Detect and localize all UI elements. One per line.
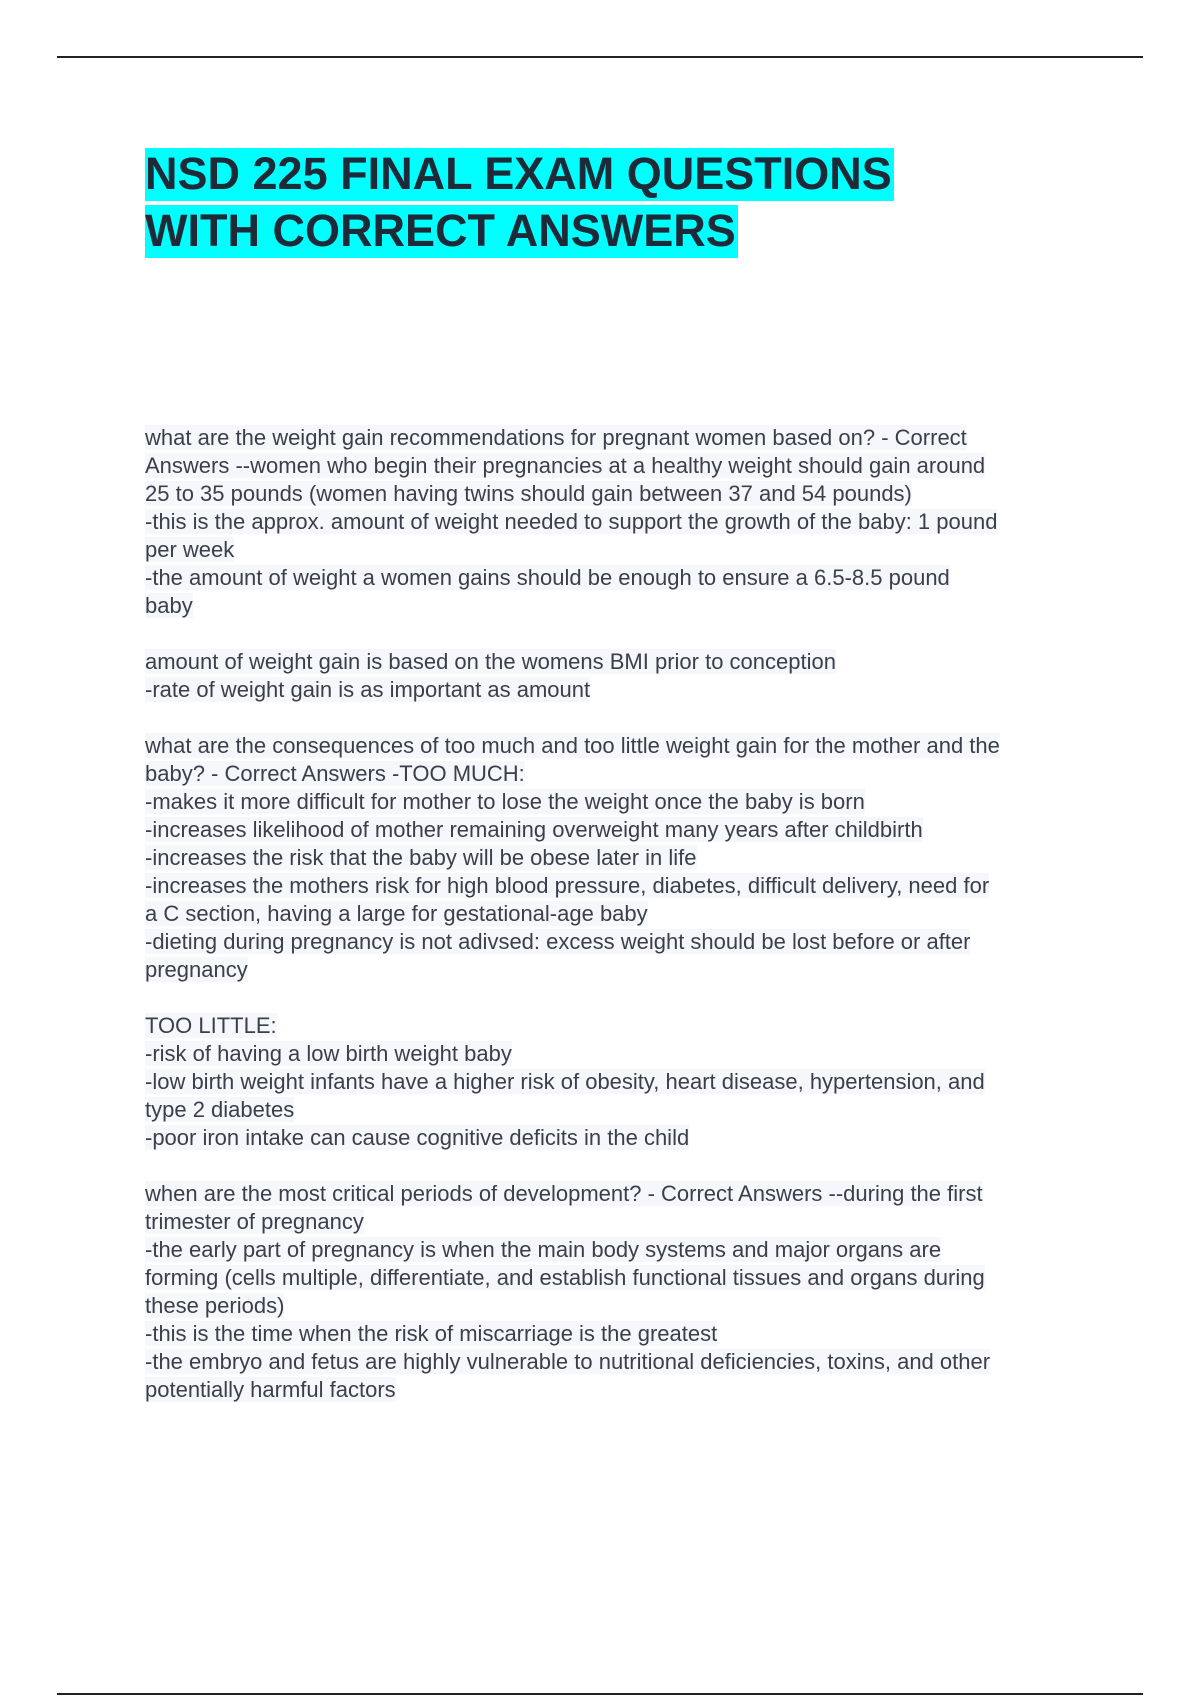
- text-line: when are the most critical periods of development? - Correct Answers --during the first: [145, 1181, 983, 1206]
- text-line: -increases likelihood of mother remaining overweight many years after childbirth: [145, 817, 923, 842]
- text-line: a C section, having a large for gestational-age baby: [145, 901, 648, 926]
- bottom-rule: [57, 1693, 1143, 1695]
- text-line: potentially harmful factors: [145, 1377, 396, 1402]
- title-line-1: NSD 225 FINAL EXAM QUESTIONS: [145, 148, 892, 199]
- text-line: -the embryo and fetus are highly vulnerable to nutritional deficiencies, toxins, and other: [145, 1349, 991, 1374]
- document-title: [145, 145, 1045, 259]
- text-line: -rate of weight gain is as important as amount: [145, 677, 591, 702]
- paragraph-critical-periods: [145, 1180, 1095, 1404]
- text-line: pregnancy: [145, 957, 248, 982]
- text-line: trimester of pregnancy: [145, 1209, 364, 1234]
- text-line: -low birth weight infants have a higher risk of obesity, heart disease, hypertension, and: [145, 1069, 985, 1094]
- text-line: what are the weight gain recommendations for pregnant women based on? - Correct: [145, 425, 967, 450]
- paragraph-too-little: [145, 1012, 1095, 1152]
- text-line: baby? - Correct Answers -TOO MUCH:: [145, 761, 525, 786]
- text-line: -makes it more difficult for mother to lose the weight once the baby is born: [145, 789, 865, 814]
- text-line: -this is the time when the risk of miscarriage is the greatest: [145, 1321, 718, 1346]
- text-line: what are the consequences of too much and too little weight gain for the mother and the: [145, 733, 1000, 758]
- text-line: 25 to 35 pounds (women having twins should gain between 37 and 54 pounds): [145, 481, 912, 506]
- text-line: -dieting during pregnancy is not adivsed: excess weight should be lost before or after: [145, 929, 971, 954]
- text-line: type 2 diabetes: [145, 1097, 295, 1122]
- text-line: -risk of having a low birth weight baby: [145, 1041, 512, 1066]
- paragraph-consequences-too-much: [145, 732, 1095, 984]
- text-line: -this is the approx. amount of weight needed to support the growth of the baby: 1 pound: [145, 509, 998, 534]
- text-line: -poor iron intake can cause cognitive deficits in the child: [145, 1125, 690, 1150]
- text-line: amount of weight gain is based on the womens BMI prior to conception: [145, 649, 836, 674]
- text-line: baby: [145, 593, 193, 618]
- text-line: -the amount of weight a women gains should be enough to ensure a 6.5-8.5 pound: [145, 565, 950, 590]
- title-line-2: WITH CORRECT ANSWERS: [145, 205, 736, 256]
- document-body: [145, 424, 1095, 1432]
- paragraph-bmi-note: [145, 648, 1095, 704]
- text-line: Answers --women who begin their pregnancies at a healthy weight should gain around: [145, 453, 986, 478]
- text-line: -the early part of pregnancy is when the main body systems and major organs are: [145, 1237, 942, 1262]
- text-line: -increases the mothers risk for high blood pressure, diabetes, difficult delivery, need for: [145, 873, 990, 898]
- text-line: forming (cells multiple, differentiate, and establish functional tissues and organs during: [145, 1265, 985, 1290]
- text-line: these periods): [145, 1293, 285, 1318]
- text-line: per week: [145, 537, 235, 562]
- top-rule: [57, 56, 1143, 58]
- text-line: TOO LITTLE:: [145, 1013, 277, 1038]
- text-line: -increases the risk that the baby will be obese later in life: [145, 845, 697, 870]
- paragraph-weight-gain-recommendations: [145, 424, 1095, 620]
